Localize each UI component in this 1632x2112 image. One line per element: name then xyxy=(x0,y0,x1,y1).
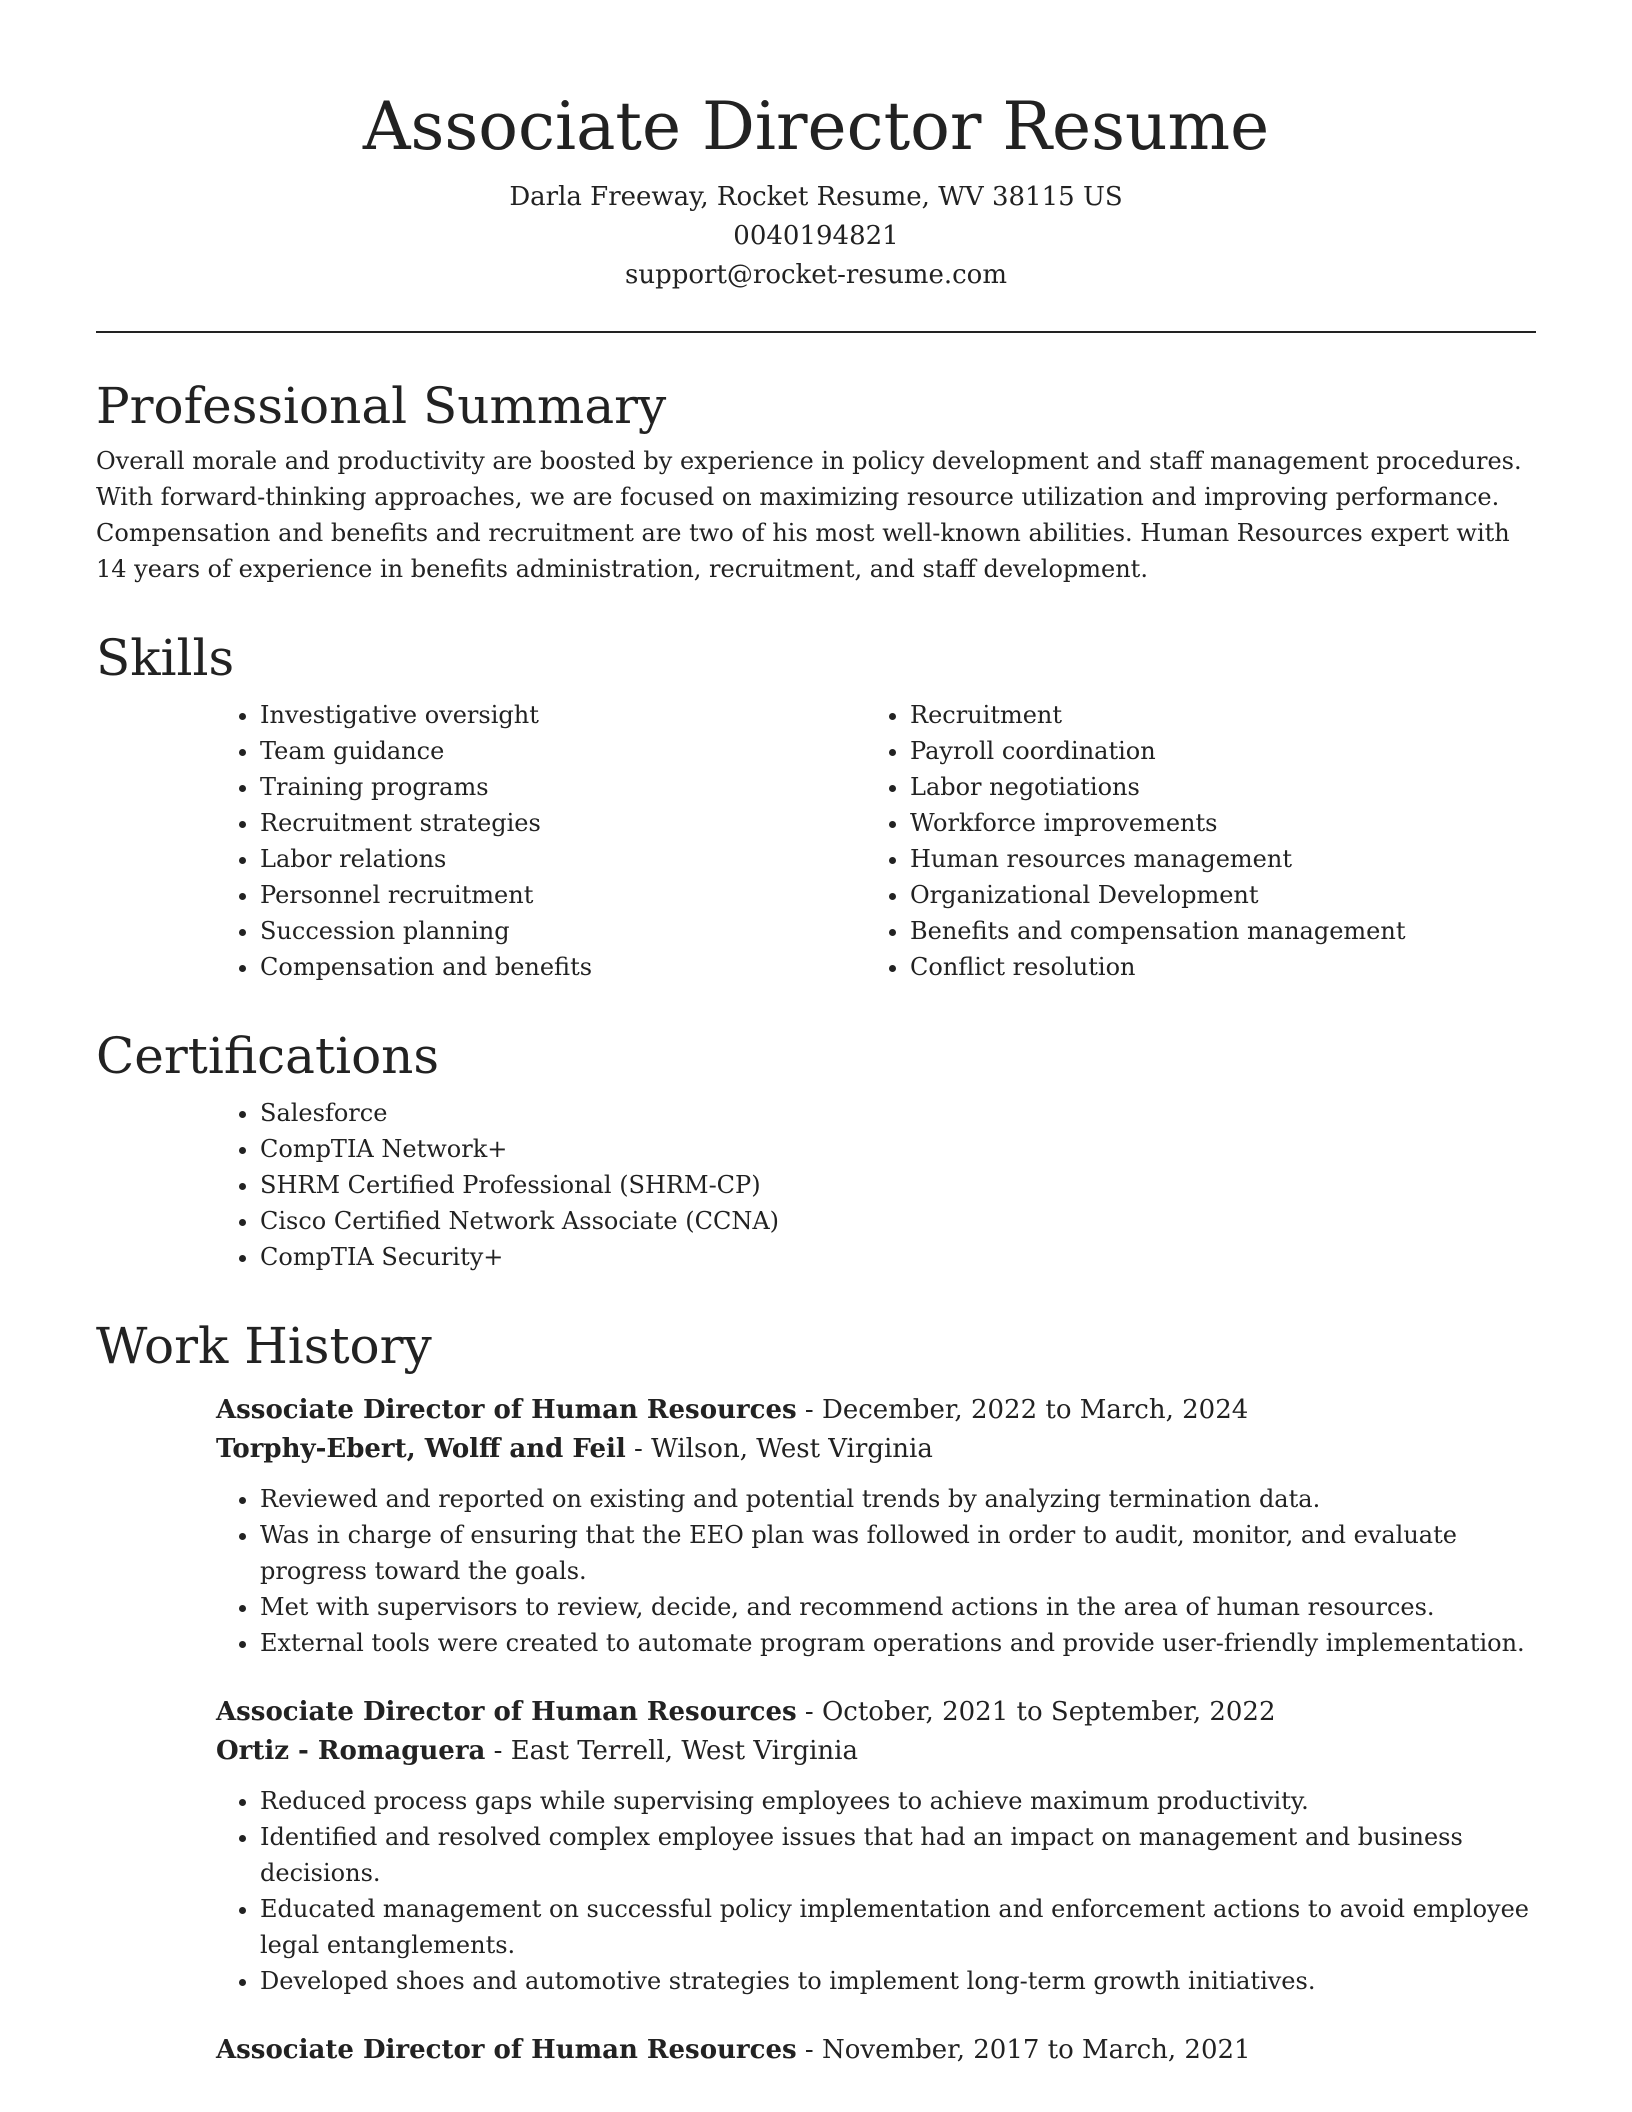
skills-column-right xyxy=(866,689,1516,985)
header-divider xyxy=(96,331,1536,333)
certification-item: • CompTIA Security+ xyxy=(260,1239,1536,1275)
skill-item: • Conflict resolution xyxy=(910,949,1516,985)
job-dates: - December, 2022 to March, 2024 xyxy=(796,1395,1249,1425)
skill-item: • Investigative oversight xyxy=(260,697,866,733)
work-history-heading: Work History xyxy=(96,1317,432,1375)
job-title: Associate Director of Human Resources xyxy=(216,1395,797,1425)
certification-item: • Salesforce xyxy=(260,1095,1536,1131)
job-bullets xyxy=(216,1481,1536,1661)
skill-item: • Labor relations xyxy=(260,841,866,877)
job-dates: - October, 2021 to September, 2022 xyxy=(796,1697,1276,1727)
job-bullet: • Reduced process gaps while supervising employees to achieve maximum productivity. xyxy=(260,1783,1536,1819)
job-bullet: • Was in charge of ensuring that the EEO plan was followed in order to audit, monitor, and evaluate progress toward the goals. xyxy=(260,1517,1536,1589)
job-entry xyxy=(216,1391,1536,1661)
job-title-line xyxy=(216,1391,1536,1430)
summary-heading: Professional Summary xyxy=(96,377,667,435)
skill-item: • Workforce improvements xyxy=(910,805,1516,841)
job-title-line xyxy=(216,1693,1536,1732)
job-bullet: • External tools were created to automate program operations and provide user-friendly implementation. xyxy=(260,1625,1536,1661)
job-company: Ortiz - Romaguera xyxy=(216,1736,486,1766)
skill-item: • Team guidance xyxy=(260,733,866,769)
job-bullet: • Developed shoes and automotive strategies to implement long-term growth initiatives. xyxy=(260,1963,1536,1999)
job-title: Associate Director of Human Resources xyxy=(216,1697,797,1727)
skills-list-right xyxy=(866,697,1516,985)
work-history-section xyxy=(96,1315,1536,2070)
contact-email: support@rocket-resume.com xyxy=(624,260,1007,290)
job-location: - East Terrell, West Virginia xyxy=(485,1736,858,1766)
contact-block xyxy=(96,178,1536,295)
contact-phone: 0040194821 xyxy=(733,221,899,251)
certification-item: • Cisco Certified Network Associate (CCNA) xyxy=(260,1203,1536,1239)
job-bullets xyxy=(216,1783,1536,1999)
certifications-section xyxy=(96,1025,1536,1275)
skill-item: • Recruitment strategies xyxy=(260,805,866,841)
resume-header xyxy=(96,0,1536,295)
skills-heading: Skills xyxy=(96,629,235,687)
certifications-list xyxy=(216,1095,1536,1275)
summary-section xyxy=(96,375,1536,587)
skill-item: • Compensation and benefits xyxy=(260,949,866,985)
skill-item: • Succession planning xyxy=(260,913,866,949)
skills-column-left xyxy=(216,689,866,985)
job-entry xyxy=(216,1693,1536,1999)
skill-item: • Labor negotiations xyxy=(910,769,1516,805)
skill-item: • Payroll coordination xyxy=(910,733,1516,769)
certifications-heading: Certifications xyxy=(96,1027,440,1085)
job-bullet: • Identified and resolved complex employee issues that had an impact on management and business decisions. xyxy=(260,1819,1536,1891)
job-company-line xyxy=(216,1430,1536,1469)
skill-item: • Benefits and compensation management xyxy=(910,913,1516,949)
skill-item: • Organizational Development xyxy=(910,877,1516,913)
job-dates: - November, 2017 to March, 2021 xyxy=(796,2035,1251,2065)
job-title-line xyxy=(216,2031,1536,2070)
certifications-wrapper xyxy=(216,1095,1536,1275)
work-history-list xyxy=(216,1391,1536,2070)
skill-item: • Personnel recruitment xyxy=(260,877,866,913)
contact-address: Darla Freeway, Rocket Resume, WV 38115 US xyxy=(509,182,1123,212)
skills-grid xyxy=(216,689,1536,985)
certification-item: • SHRM Certified Professional (SHRM-CP) xyxy=(260,1167,1536,1203)
skill-item: • Human resources management xyxy=(910,841,1516,877)
summary-text: Overall morale and productivity are boosted by experience in policy development and staff management procedures. With forward-thinking approaches, we are focused on maximizing resource utilization and improving performance. Compensation and benefits and recruitment are two of his most well-known abilities. Human Resources expert with 14 years of experience in benefits administration, recruitment, and staff development. xyxy=(96,447,1522,583)
resume-title: Associate Director Resume xyxy=(362,88,1270,165)
skills-section xyxy=(96,627,1536,985)
job-company-line xyxy=(216,1732,1536,1771)
job-bullet: • Educated management on successful policy implementation and enforcement actions to avoid employee legal entanglements. xyxy=(260,1891,1536,1963)
skill-item: • Training programs xyxy=(260,769,866,805)
skill-item: • Recruitment xyxy=(910,697,1516,733)
job-location: - Wilson, West Virginia xyxy=(625,1434,933,1464)
job-bullet: • Reviewed and reported on existing and potential trends by analyzing termination data. xyxy=(260,1481,1536,1517)
certification-item: • CompTIA Network+ xyxy=(260,1131,1536,1167)
job-bullet: • Met with supervisors to review, decide, and recommend actions in the area of human resources. xyxy=(260,1589,1536,1625)
job-entry xyxy=(216,2031,1536,2070)
resume-page xyxy=(96,0,1536,2070)
skills-list-left xyxy=(216,697,866,985)
job-title: Associate Director of Human Resources xyxy=(216,2035,797,2065)
job-company: Torphy-Ebert, Wolff and Feil xyxy=(216,1434,626,1464)
